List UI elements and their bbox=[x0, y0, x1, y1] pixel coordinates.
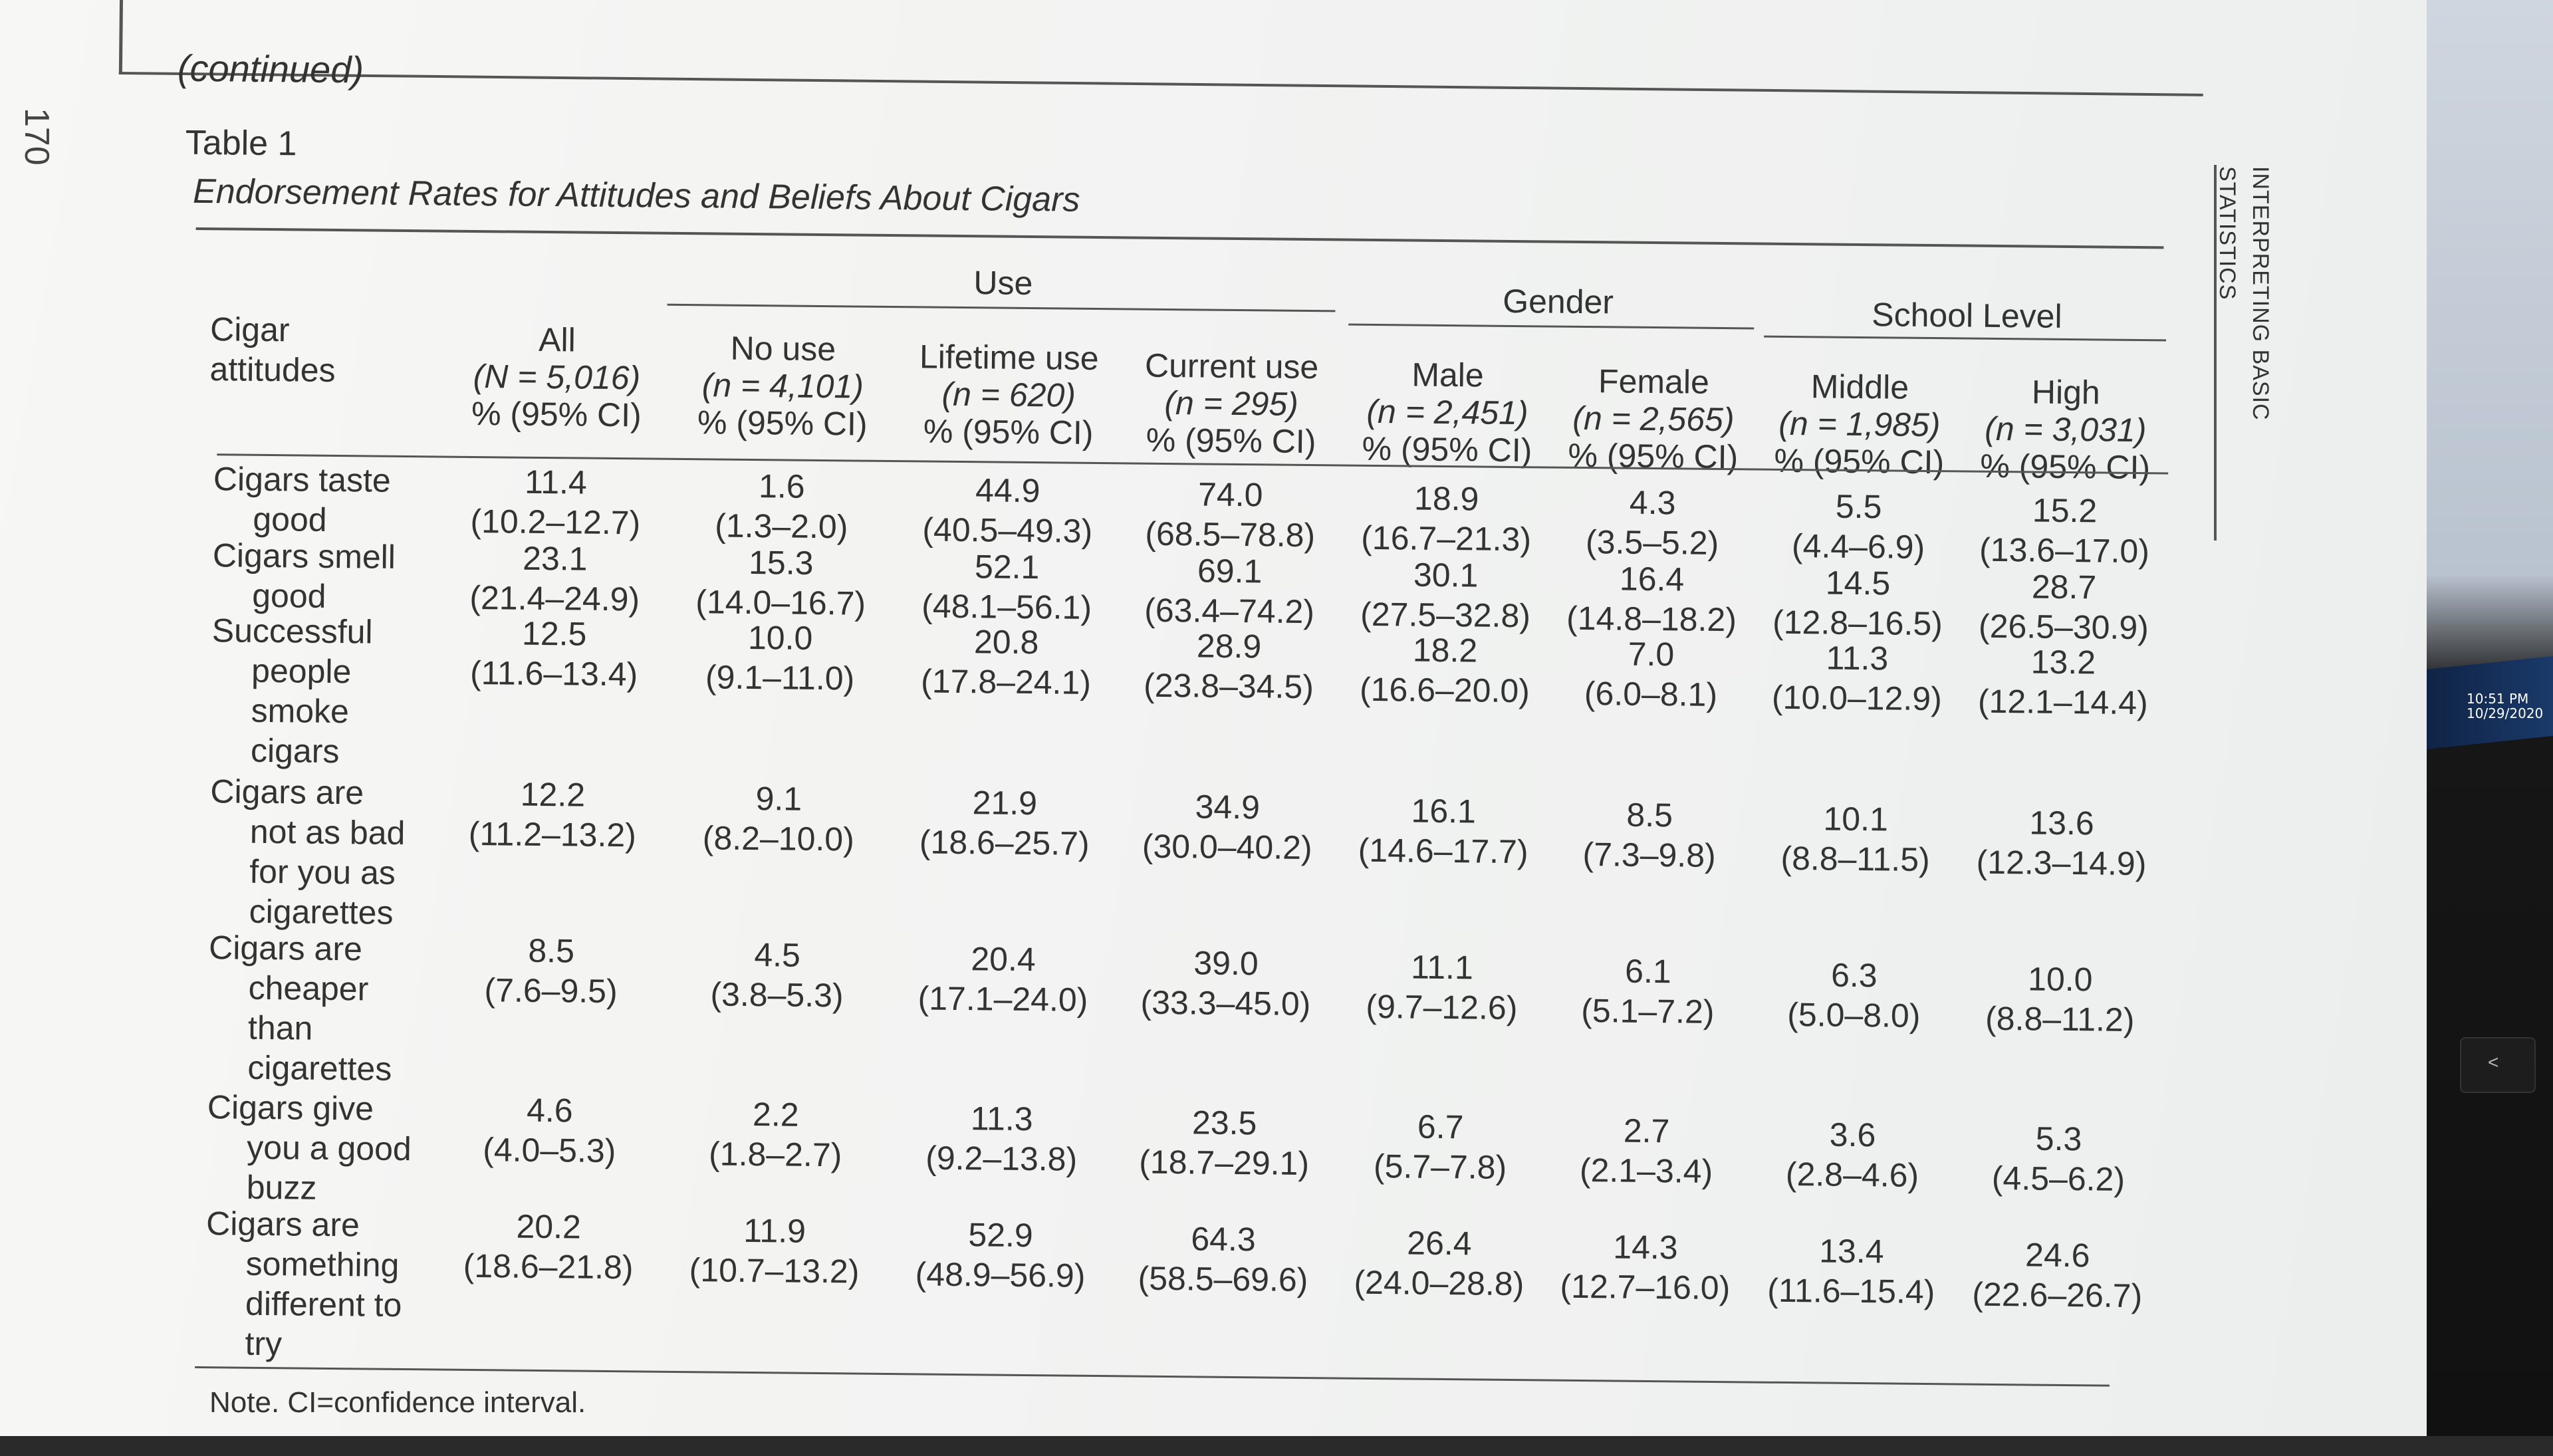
col-name: High bbox=[2031, 373, 2101, 412]
row-label-line: Cigars smell bbox=[212, 537, 396, 576]
row-label bbox=[213, 459, 391, 541]
col-stat: % (95% CI) bbox=[697, 404, 868, 443]
table-cell bbox=[675, 1094, 876, 1175]
row-label-line: not as bad bbox=[249, 812, 406, 852]
cell-ci: (10.7–13.2) bbox=[689, 1251, 860, 1290]
table-cell bbox=[1552, 482, 1753, 564]
cell-percent: 5.5 bbox=[1835, 487, 1882, 526]
group-rule-school bbox=[1764, 336, 2166, 342]
cell-percent: 9.1 bbox=[755, 780, 802, 818]
row-label bbox=[207, 927, 393, 1089]
cell-ci: (8.8–11.2) bbox=[1985, 999, 2135, 1038]
cell-ci: (9.7–12.6) bbox=[1366, 987, 1518, 1027]
table-cell bbox=[679, 778, 879, 860]
cell-percent: 18.9 bbox=[1413, 479, 1479, 518]
cell-ci: (10.0–12.9) bbox=[1771, 678, 1943, 718]
table-cell bbox=[1751, 1230, 1951, 1312]
row-label-line: Cigars give bbox=[207, 1088, 374, 1128]
cell-percent: 26.4 bbox=[1407, 1224, 1472, 1263]
cell-percent: 2.2 bbox=[752, 1096, 799, 1134]
cell-ci: (58.5–69.6) bbox=[1138, 1259, 1308, 1299]
row-label-line: good bbox=[253, 500, 327, 539]
cell-percent: 20.4 bbox=[971, 940, 1036, 979]
row-label bbox=[211, 610, 373, 771]
cell-ci: (2.1–3.4) bbox=[1579, 1151, 1713, 1190]
row-label-line: cheaper bbox=[248, 969, 369, 1008]
col-header-middle bbox=[1759, 368, 1960, 481]
row-label-line: try bbox=[245, 1324, 283, 1363]
col-header-female bbox=[1553, 362, 1754, 476]
row-label-line: cigarettes bbox=[249, 892, 394, 931]
cell-percent: 12.5 bbox=[521, 614, 587, 653]
col-n: (n = 3,031) bbox=[1984, 410, 2147, 449]
cell-ci: (7.6–9.5) bbox=[484, 971, 618, 1011]
cell-ci: (4.5–6.2) bbox=[1991, 1159, 2126, 1198]
table-cell bbox=[449, 1090, 650, 1171]
cell-percent: 6.1 bbox=[1624, 952, 1671, 991]
cell-percent: 11.9 bbox=[743, 1211, 806, 1250]
cell-ci: (11.2–13.2) bbox=[468, 814, 637, 854]
col-name: Current use bbox=[1144, 346, 1319, 386]
table-cell bbox=[894, 782, 1114, 864]
cell-percent: 13.4 bbox=[1818, 1232, 1884, 1271]
row-label-line: you a good bbox=[247, 1128, 412, 1168]
table-cell bbox=[1124, 786, 1330, 868]
continued-label: (continued) bbox=[177, 47, 364, 91]
cell-ci: (12.7–16.0) bbox=[1560, 1267, 1731, 1307]
cell-ci: (14.8–18.2) bbox=[1566, 599, 1737, 639]
table-cell bbox=[1758, 562, 1958, 644]
table-number: Table 1 bbox=[185, 123, 297, 164]
table-cell bbox=[1127, 473, 1334, 555]
table-cell bbox=[1546, 1110, 1747, 1192]
cell-percent: 10.0 bbox=[747, 618, 813, 657]
row-label-line: something bbox=[245, 1245, 400, 1284]
cell-percent: 24.6 bbox=[2024, 1236, 2090, 1274]
col-n: (n = 620) bbox=[941, 375, 1076, 414]
table-caption: Endorsement Rates for Attitudes and Beliefs About Cigars bbox=[192, 172, 1080, 219]
col-header-male bbox=[1347, 356, 1548, 469]
group-rule-use bbox=[667, 304, 1335, 312]
cell-ci: (63.4–74.2) bbox=[1144, 591, 1315, 631]
cell-percent: 52.1 bbox=[974, 548, 1040, 586]
cell-percent: 11.3 bbox=[1826, 639, 1889, 677]
stub-header-line: attitudes bbox=[209, 350, 336, 389]
cell-ci: (16.7–21.3) bbox=[1361, 519, 1532, 558]
cell-ci: (17.1–24.0) bbox=[917, 979, 1088, 1019]
row-label-line: good bbox=[252, 576, 326, 615]
col-header-no-use bbox=[683, 329, 884, 443]
table-note: Note. CI=confidence interval. bbox=[209, 1386, 586, 1419]
cell-percent: 5.3 bbox=[2035, 1120, 2082, 1158]
cell-percent: 23.5 bbox=[1191, 1104, 1257, 1142]
table-cell bbox=[680, 617, 880, 699]
cell-percent: 52.9 bbox=[968, 1216, 1034, 1255]
table-cell bbox=[890, 1214, 1110, 1296]
cell-percent: 4.3 bbox=[1629, 483, 1676, 522]
cell-percent: 20.2 bbox=[516, 1207, 582, 1246]
cell-ci: (9.2–13.8) bbox=[925, 1139, 1078, 1178]
table-cell bbox=[1551, 634, 1751, 715]
row-label bbox=[206, 1087, 412, 1209]
cell-percent: 12.2 bbox=[520, 775, 586, 814]
cell-percent: 16.1 bbox=[1411, 792, 1477, 830]
cell-percent: 10.0 bbox=[2027, 960, 2093, 999]
col-n: (N = 5,016) bbox=[473, 357, 641, 397]
cell-percent: 13.2 bbox=[2030, 643, 2096, 681]
table-cell bbox=[1343, 790, 1543, 872]
cell-percent: 23.1 bbox=[522, 539, 588, 578]
cell-percent: 28.9 bbox=[1196, 627, 1262, 666]
cell-ci: (5.7–7.8) bbox=[1373, 1148, 1507, 1186]
page-number: 170 bbox=[17, 107, 56, 166]
cell-ci: (13.6–17.0) bbox=[1979, 531, 2150, 570]
cell-percent: 11.3 bbox=[970, 1100, 1033, 1138]
col-name: All bbox=[538, 320, 576, 359]
cell-ci: (30.0–40.2) bbox=[1142, 827, 1312, 867]
cell-percent: 8.5 bbox=[528, 931, 575, 970]
cell-ci: (10.2–12.7) bbox=[470, 502, 641, 542]
row-label-line: Successful bbox=[211, 612, 373, 651]
table-cell bbox=[455, 538, 655, 620]
cell-percent: 30.1 bbox=[1413, 556, 1479, 594]
table-cell bbox=[448, 1206, 648, 1288]
table-cell bbox=[1345, 630, 1545, 711]
cell-percent: 2.7 bbox=[1623, 1112, 1670, 1150]
table-cell bbox=[1120, 1218, 1326, 1300]
table-cell bbox=[677, 934, 877, 1016]
row-label-line: smoke bbox=[251, 691, 350, 731]
table-cell bbox=[897, 546, 1117, 628]
row-label-line: cigars bbox=[250, 731, 340, 771]
cell-ci: (9.1–11.0) bbox=[705, 658, 855, 697]
bottom-rule bbox=[195, 1366, 2110, 1387]
cell-percent: 3.6 bbox=[1829, 1116, 1876, 1154]
table-cell bbox=[1346, 554, 1546, 636]
row-label-line: Cigars are bbox=[205, 1205, 360, 1244]
cell-ci: (26.5–30.9) bbox=[1978, 607, 2149, 647]
table-cell bbox=[1965, 490, 2165, 572]
stub-header bbox=[209, 309, 336, 390]
group-header-school: School Level bbox=[1872, 296, 2062, 335]
cell-ci: (2.8–4.6) bbox=[1785, 1155, 1919, 1194]
cell-ci: (8.8–11.5) bbox=[1780, 839, 1930, 879]
group-header-gender: Gender bbox=[1502, 282, 1614, 321]
table-cell bbox=[892, 1098, 1112, 1179]
col-name: Lifetime use bbox=[919, 338, 1099, 377]
cell-percent: 44.9 bbox=[975, 471, 1040, 510]
row-label-line: Cigars are bbox=[208, 929, 363, 968]
cell-percent: 13.6 bbox=[2029, 804, 2095, 842]
table-cell bbox=[893, 938, 1113, 1020]
cell-percent: 18.2 bbox=[1412, 631, 1478, 669]
cell-percent: 8.5 bbox=[1626, 796, 1673, 834]
col-name: Middle bbox=[1810, 368, 1909, 406]
table-cell bbox=[1552, 558, 1752, 640]
col-stat: % (95% CI) bbox=[1980, 447, 2151, 487]
cell-percent: 20.8 bbox=[973, 623, 1039, 662]
cell-percent: 16.4 bbox=[1619, 560, 1685, 598]
stub-header-line: Cigar bbox=[209, 310, 290, 349]
table-cell bbox=[1126, 550, 1333, 632]
cell-ci: (18.7–29.1) bbox=[1139, 1143, 1310, 1183]
col-stat: % (95% CI) bbox=[1146, 421, 1316, 461]
table-cell bbox=[1961, 802, 2161, 884]
cell-ci: (4.0–5.3) bbox=[482, 1131, 616, 1170]
key-glyph: < bbox=[2488, 1052, 2499, 1072]
table-cell bbox=[1549, 794, 1749, 876]
col-header-all bbox=[457, 320, 658, 434]
col-header-lifetime-use bbox=[898, 338, 1119, 451]
cell-percent: 21.9 bbox=[972, 784, 1038, 822]
cell-ci: (24.0–28.8) bbox=[1354, 1263, 1524, 1303]
cell-percent: 6.3 bbox=[1830, 956, 1878, 995]
table-cell bbox=[681, 542, 881, 624]
cell-ci: (7.3–9.8) bbox=[1582, 836, 1716, 874]
cell-ci: (5.1–7.2) bbox=[1581, 992, 1715, 1031]
cell-ci: (5.0–8.0) bbox=[1787, 995, 1921, 1034]
table-cell bbox=[1753, 1114, 1953, 1195]
col-stat: % (95% CI) bbox=[923, 412, 1094, 451]
cell-percent: 15.2 bbox=[2032, 491, 2098, 530]
cell-percent: 14.3 bbox=[1613, 1228, 1678, 1267]
group-header-use: Use bbox=[973, 264, 1033, 303]
group-rule-gender bbox=[1348, 324, 1754, 330]
table-cell bbox=[1121, 1102, 1328, 1183]
table-cell bbox=[1548, 951, 1748, 1032]
col-stat: % (95% CI) bbox=[1568, 436, 1739, 476]
cell-percent: 69.1 bbox=[1197, 552, 1263, 590]
cell-ci: (12.8–16.5) bbox=[1772, 603, 1943, 643]
cell-ci: (1.3–2.0) bbox=[714, 507, 848, 546]
cell-ci: (21.4–24.9) bbox=[469, 578, 640, 618]
table-cell bbox=[1346, 478, 1546, 560]
cell-ci: (12.1–14.4) bbox=[1977, 682, 2149, 722]
cell-ci: (27.5–32.8) bbox=[1360, 595, 1531, 635]
table-cell bbox=[1957, 1234, 2157, 1316]
table-cell bbox=[681, 465, 882, 547]
cell-percent: 4.5 bbox=[754, 936, 801, 974]
cell-ci: (3.5–5.2) bbox=[1585, 523, 1719, 562]
table-cell bbox=[1339, 1223, 1539, 1304]
cell-ci: (18.6–25.7) bbox=[919, 823, 1090, 862]
table-cell bbox=[1340, 1106, 1540, 1188]
cell-percent: 28.7 bbox=[2031, 568, 2097, 606]
table-cell bbox=[1122, 942, 1329, 1024]
row-label-line: Cigars are bbox=[210, 773, 364, 812]
cell-ci: (68.5–78.8) bbox=[1145, 515, 1316, 554]
cell-percent: 1.6 bbox=[758, 467, 805, 505]
col-n: (n = 4,101) bbox=[701, 366, 864, 406]
cell-percent: 14.5 bbox=[1825, 564, 1891, 602]
table-cell bbox=[1759, 486, 1959, 568]
table-cell bbox=[1342, 947, 1542, 1029]
cell-ci: (1.8–2.7) bbox=[708, 1135, 842, 1174]
col-n: (n = 295) bbox=[1164, 384, 1299, 423]
running-head: INTERPRETING BASIC STATISTICS bbox=[2215, 166, 2273, 421]
row-label bbox=[209, 771, 406, 933]
row-label-line: buzz bbox=[246, 1168, 317, 1207]
table-cell bbox=[1960, 958, 2160, 1040]
clock-time: 10:51 PM bbox=[2467, 691, 2529, 707]
cell-ci: (11.6–15.4) bbox=[1767, 1271, 1935, 1311]
col-name: No use bbox=[730, 329, 836, 368]
col-stat: % (95% CI) bbox=[1774, 441, 1945, 481]
clock-date: 10/29/2020 bbox=[2467, 705, 2544, 721]
cell-ci: (22.6–26.7) bbox=[1972, 1275, 2143, 1315]
cell-ci: (4.4–6.9) bbox=[1791, 527, 1925, 566]
cell-percent: 64.3 bbox=[1191, 1220, 1256, 1259]
cell-percent: 10.1 bbox=[1823, 800, 1889, 838]
col-header-current-use bbox=[1128, 346, 1335, 460]
table-cell bbox=[455, 461, 656, 543]
cell-percent: 11.1 bbox=[1410, 948, 1474, 987]
table-cell bbox=[896, 621, 1116, 703]
cell-percent: 74.0 bbox=[1197, 475, 1263, 514]
row-label-line: for you as bbox=[249, 852, 396, 892]
table-cell bbox=[898, 469, 1118, 551]
table-cell bbox=[1755, 798, 1955, 880]
cell-ci: (17.8–24.1) bbox=[920, 662, 1092, 701]
taskbar-clock bbox=[2467, 691, 2543, 721]
table-cell bbox=[1754, 955, 1954, 1036]
cell-ci: (3.8–5.3) bbox=[710, 975, 844, 1015]
cell-ci: (23.8–34.5) bbox=[1143, 666, 1314, 706]
table-cell bbox=[1126, 625, 1332, 707]
cell-ci: (11.6–13.4) bbox=[469, 654, 638, 693]
cell-percent: 11.4 bbox=[524, 463, 588, 501]
cell-percent: 7.0 bbox=[1628, 635, 1675, 673]
col-n: (n = 2,565) bbox=[1572, 399, 1735, 439]
cell-percent: 39.0 bbox=[1193, 944, 1259, 983]
row-label bbox=[212, 535, 396, 617]
cell-ci: (48.9–56.9) bbox=[915, 1255, 1086, 1294]
table-cell bbox=[1757, 638, 1957, 719]
table-cell bbox=[1964, 566, 2164, 648]
table-cell bbox=[1963, 642, 2163, 723]
col-n: (n = 1,985) bbox=[1778, 404, 1941, 444]
table-cell bbox=[1545, 1227, 1745, 1308]
cell-ci: (8.2–10.0) bbox=[702, 819, 855, 858]
col-n: (n = 2,451) bbox=[1366, 392, 1528, 432]
cell-ci: (6.0–8.1) bbox=[1584, 675, 1718, 713]
row-label-line: Cigars taste bbox=[213, 460, 392, 499]
cell-ci: (33.3–45.0) bbox=[1140, 983, 1311, 1023]
col-name: Female bbox=[1598, 362, 1710, 401]
col-stat: % (95% CI) bbox=[1362, 429, 1532, 469]
col-name: Male bbox=[1411, 356, 1485, 394]
table-cell bbox=[453, 774, 653, 856]
col-stat: % (95% CI) bbox=[471, 394, 642, 434]
row-label-line: different to bbox=[245, 1284, 402, 1324]
table-cell bbox=[1959, 1118, 2159, 1199]
cell-ci: (14.0–16.7) bbox=[695, 583, 866, 622]
col-header-high bbox=[1965, 373, 2166, 487]
cell-percent: 15.3 bbox=[748, 543, 814, 582]
table-cell bbox=[451, 930, 651, 1012]
top-rule bbox=[196, 227, 2164, 249]
cell-ci: (16.6–20.0) bbox=[1359, 670, 1530, 710]
cell-percent: 4.6 bbox=[526, 1091, 573, 1130]
cell-percent: 34.9 bbox=[1195, 788, 1261, 826]
row-label-line: cigarettes bbox=[247, 1048, 392, 1088]
table-cell bbox=[454, 613, 654, 695]
row-label-line: than bbox=[247, 1009, 313, 1047]
cell-ci: (14.6–17.7) bbox=[1358, 831, 1528, 871]
row-label bbox=[205, 1203, 403, 1365]
row-label-line: people bbox=[251, 652, 352, 691]
cell-ci: (48.1–56.1) bbox=[921, 587, 1092, 626]
keyboard-key bbox=[2460, 1037, 2536, 1093]
cell-ci: (40.5–49.3) bbox=[922, 511, 1093, 550]
table-cell bbox=[674, 1210, 874, 1292]
cell-ci: (12.3–14.9) bbox=[1976, 843, 2147, 883]
cell-percent: 6.7 bbox=[1417, 1108, 1464, 1146]
cell-ci: (18.6–21.8) bbox=[463, 1247, 634, 1286]
